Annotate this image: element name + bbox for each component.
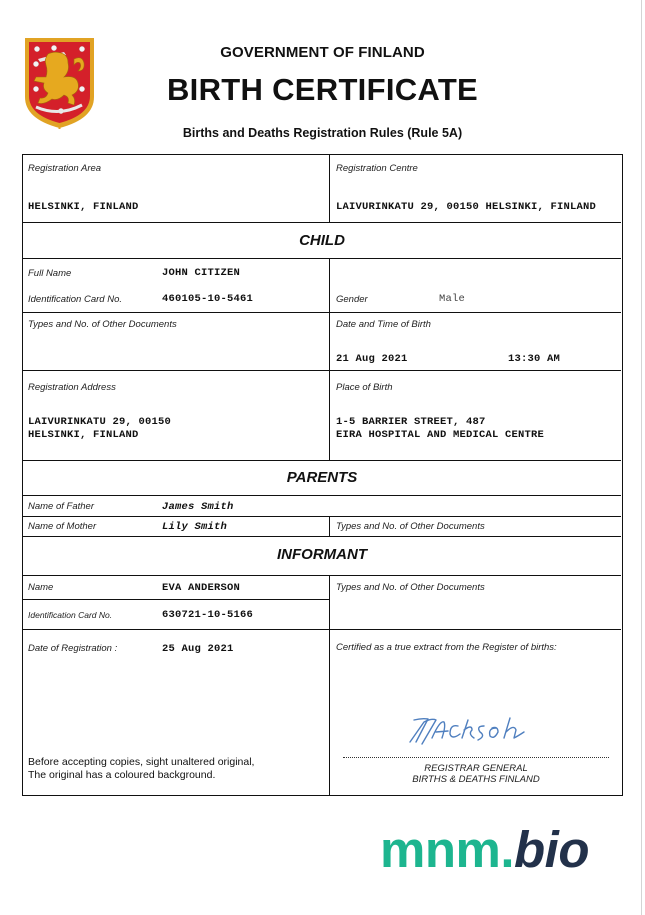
child-dob-label: Date and Time of Birth	[336, 319, 431, 330]
mother-name-value: Lily Smith	[162, 521, 228, 533]
registration-area-label: Registration Area	[28, 163, 102, 174]
row-divider	[23, 599, 329, 600]
row-divider	[23, 629, 621, 630]
watermark-part1: mnm.	[380, 821, 515, 878]
section-informant-heading: INFORMANT	[277, 546, 367, 563]
child-address-line2: HELSINKI, FINLAND	[28, 429, 139, 441]
informant-name-value: EVA ANDERSON	[162, 582, 241, 594]
registration-date-value: 25 Aug 2021	[162, 643, 234, 655]
parents-other-docs-label: Types and No. of Other Documents	[336, 521, 485, 532]
column-divider	[329, 155, 330, 222]
child-gender-value: Male	[439, 293, 466, 305]
child-full-name-label: Full Name	[28, 268, 72, 279]
informant-name-label: Name	[28, 582, 54, 593]
copy-notice-line2: The original has a coloured background.	[28, 769, 216, 781]
registration-area-value: HELSINKI, FINLAND	[28, 201, 139, 213]
child-gender-label: Gender	[336, 294, 368, 305]
signature-line	[343, 757, 609, 758]
informant-id-label: Identification Card No.	[28, 610, 113, 620]
government-heading: GOVERNMENT OF FINLAND	[220, 44, 425, 61]
row-divider	[23, 575, 621, 576]
child-address-line1: LAIVURINKATU 29, 00150	[28, 416, 172, 428]
registration-date-label: Date of Registration :	[28, 643, 118, 654]
row-divider	[23, 258, 621, 259]
column-divider	[329, 516, 330, 536]
child-pob-line2: EIRA HOSPITAL AND MEDICAL CENTRE	[336, 429, 545, 441]
row-divider	[23, 460, 621, 461]
registrar-signature-icon	[392, 712, 542, 748]
section-child-heading: CHILD	[299, 232, 345, 249]
row-divider	[23, 312, 621, 313]
row-divider	[23, 516, 621, 517]
document-title: BIRTH CERTIFICATE	[166, 72, 479, 107]
watermark-part2: bio	[514, 821, 590, 878]
row-divider	[23, 536, 621, 537]
registrar-title-line2: BIRTHS & DEATHS FINLAND	[412, 774, 540, 785]
informant-other-docs-label: Types and No. of Other Documents	[336, 582, 485, 593]
column-divider	[329, 258, 330, 460]
father-name-value: James Smith	[162, 501, 234, 513]
row-divider	[23, 370, 621, 371]
registrar-title-line1: REGISTRAR GENERAL	[424, 763, 528, 774]
certified-statement: Certified as a true extract from the Register of births:	[336, 642, 557, 653]
father-name-label: Name of Father	[28, 501, 94, 512]
child-other-docs-label: Types and No. of Other Documents	[28, 319, 177, 330]
child-pob-label: Place of Birth	[336, 382, 393, 393]
informant-id-value: 630721-10-5166	[162, 609, 254, 621]
child-address-label: Registration Address	[28, 382, 116, 393]
watermark-logo	[380, 820, 589, 880]
registration-centre-label: Registration Centre	[336, 163, 418, 174]
copy-notice-line1: Before accepting copies, sight unaltered original,	[28, 756, 255, 768]
row-divider	[23, 495, 621, 496]
child-dob-time: 13:30 AM	[508, 353, 561, 365]
child-pob-line1: 1-5 BARRIER STREET, 487	[336, 416, 486, 428]
child-full-name-value: JOHN CITIZEN	[162, 267, 241, 279]
registration-centre-value: LAIVURINKATU 29, 00150 HELSINKI, FINLAND	[336, 201, 597, 213]
section-parents-heading: PARENTS	[286, 469, 358, 486]
child-dob-date: 21 Aug 2021	[336, 353, 408, 365]
document-subtitle: Births and Deaths Registration Rules (Rule 5A)	[182, 126, 463, 140]
row-divider	[23, 222, 621, 223]
certificate-table	[22, 154, 623, 796]
column-divider	[329, 575, 330, 795]
child-id-value: 460105-10-5461	[162, 293, 254, 305]
mother-name-label: Name of Mother	[28, 521, 97, 532]
child-id-label: Identification Card No.	[28, 294, 122, 305]
